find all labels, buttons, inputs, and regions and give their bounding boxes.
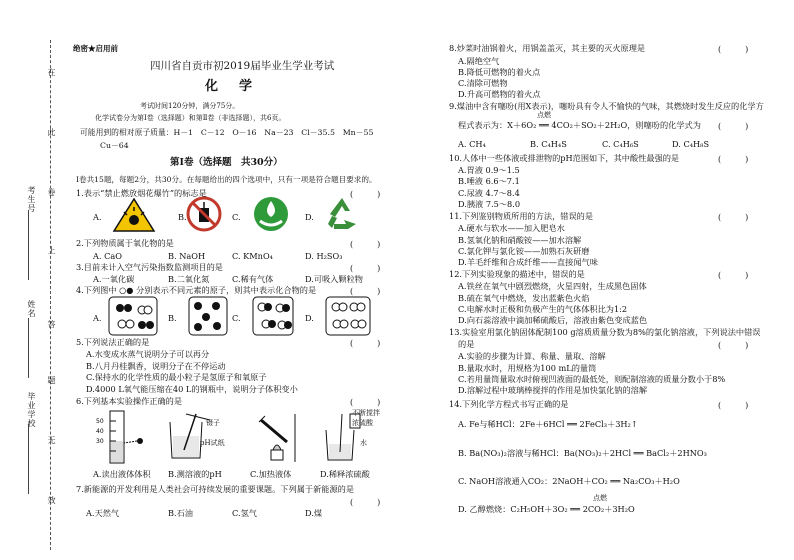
q8-option-a[interactable]: A.隔绝空气 xyxy=(458,56,500,66)
q1-option-b[interactable]: B. xyxy=(178,212,187,222)
exam-title: 四川省自贡市初2019届毕业生学业考试 xyxy=(150,60,335,72)
q10-option-b[interactable]: B.唾液 6.6～7.1 xyxy=(458,176,520,186)
q12-option-c[interactable]: C.电解水时正极和负极产生的气体体积比为1:2 xyxy=(458,304,628,314)
answer-paren: ( ) xyxy=(718,401,749,410)
side-label: 效 xyxy=(47,496,56,505)
subject-title: 化 学 xyxy=(205,79,257,94)
field-school: 毕业学校 xyxy=(27,392,36,428)
field-line xyxy=(28,318,37,378)
q8-option-d[interactable]: D.升高可燃物的着火点 xyxy=(458,89,541,99)
q13-stem-2: 的是 xyxy=(458,339,475,349)
svg-text:50: 50 xyxy=(96,418,104,425)
answer-paren: ( ) xyxy=(718,45,749,54)
q6-option-c[interactable]: C.加热液体 xyxy=(250,469,292,479)
answer-paren: ( ) xyxy=(350,339,381,348)
q9-condition: 点燃 xyxy=(537,111,551,119)
q13-option-d[interactable]: D.溶解过程中玻璃棒搅拌的作用是加快氯化钠的溶解 xyxy=(458,385,648,395)
q5-option-a[interactable]: A.水变成水蒸气说明分子可以再分 xyxy=(86,349,210,359)
q4-option-a[interactable]: A. xyxy=(93,313,102,323)
answer-paren: ( ) xyxy=(350,287,381,296)
q12-option-b[interactable]: B.硫在氧气中燃烧，发出蓝紫色火焰 xyxy=(458,293,590,303)
q8-stem: 8.炒菜时油锅着火，用锅盖盖灭，其主要的灭火原理是 xyxy=(449,43,646,53)
molecule-box-d xyxy=(325,296,371,336)
q13-option-a[interactable]: A.实验的步骤为计算、称量、量取、溶解 xyxy=(458,351,606,361)
q6-option-d[interactable]: D.稀释浓硫酸 xyxy=(320,469,370,479)
q2-option-b[interactable]: B. NaOH xyxy=(168,251,206,261)
q3-stem: 3.目前未计入空气污染指数监测项目的是 xyxy=(76,262,223,272)
q8-option-c[interactable]: C.清除可燃物 xyxy=(458,78,508,88)
q11-option-d[interactable]: D.羊毛纤维和合成纤维——直接闻气味 xyxy=(458,257,598,267)
q5-option-b[interactable]: B.八月丹桂飘香，说明分子在不停运动 xyxy=(86,361,226,371)
molecule-box-a xyxy=(108,296,158,336)
answer-paren: ( ) xyxy=(350,498,381,507)
q14-option-b[interactable]: B. Ba(NO₃)₂溶液与稀HCl：Ba(NO₃)₂＋2HCl ══ BaCl₂＋2HNO₃ xyxy=(458,448,707,458)
part1-title: 第Ⅰ卷（选择题 共30分） xyxy=(170,157,283,168)
q14-option-d[interactable]: D. 乙醇燃烧：C₂H₅OH＋3O₂ ══ 2CO₂＋3H₂O xyxy=(458,504,635,514)
svg-text:40: 40 xyxy=(96,428,104,435)
q8-option-b[interactable]: B.降低可燃物的着火点 xyxy=(458,67,541,77)
q9-option-c[interactable]: C. C₄H₆S xyxy=(602,139,639,149)
field-name: 姓名 xyxy=(27,300,36,318)
q2-option-d[interactable]: D. H₂SO₃ xyxy=(305,251,343,261)
q7-option-a[interactable]: A.天然气 xyxy=(86,508,120,518)
side-label: 在 xyxy=(47,68,56,77)
field-student-id: 考生号 xyxy=(27,186,36,213)
atomic-mass-line-2: Cu－64 xyxy=(100,141,129,150)
q5-stem: 5.下列说法正确的是 xyxy=(76,337,150,347)
field-line xyxy=(28,210,37,280)
explosive-sign-icon xyxy=(112,197,156,233)
q11-option-a[interactable]: A.硬水与软水——加入肥皂水 xyxy=(458,223,565,233)
tweezers-label: 镊子 xyxy=(206,419,220,427)
q2-stem: 2.下列物质属于氧化物的是 xyxy=(76,238,174,248)
side-label: 卷 xyxy=(47,188,56,197)
q10-option-d[interactable]: D.胰液 7.5～8.0 xyxy=(458,199,521,209)
side-label: 此 xyxy=(47,128,56,137)
q2-option-c[interactable]: C. KMnO₄ xyxy=(232,251,273,261)
side-label: 题 xyxy=(47,376,56,385)
side-label: 上 xyxy=(47,246,56,255)
q12-stem: 12.下列实验现象的描述中，错误的是 xyxy=(449,269,585,279)
binding-line xyxy=(50,40,51,550)
q12-option-a[interactable]: A.铁丝在氧气中剧烈燃烧，火星四射，生成黑色固体 xyxy=(458,281,647,291)
q7-option-d[interactable]: D.煤 xyxy=(305,508,323,518)
q11-stem: 11.下列鉴别物质所用的方法，错误的是 xyxy=(449,211,594,221)
q7-stem: 7.新能源的开发利用是人类社会可持续发展的重要课题。下列属于新能源的是 xyxy=(76,484,355,494)
graduated-cylinder-illustration xyxy=(92,407,152,467)
q4-option-b[interactable]: B. xyxy=(168,313,177,323)
q10-option-a[interactable]: A.胃液 0.9～1.5 xyxy=(458,165,520,175)
q14-condition: 点燃 xyxy=(593,494,607,502)
acid-label: 浓硫酸 xyxy=(352,419,373,427)
side-label: 无 xyxy=(47,436,56,445)
q3-option-b[interactable]: B.二氧化氮 xyxy=(168,274,210,284)
svg-text:30: 30 xyxy=(96,438,104,445)
q1-option-d[interactable]: D. xyxy=(305,212,314,222)
q10-option-c[interactable]: C.尿液 4.7～8.4 xyxy=(458,188,520,198)
q9-stem-2: 程式表示为：X＋6O₂ ══ 4CO₂＋SO₂＋2H₂O，则噻吩的化学式为 xyxy=(458,120,701,130)
q4-option-d[interactable]: D. xyxy=(305,313,314,323)
heating-tube-illustration xyxy=(255,410,305,466)
q4-option-c[interactable]: C. xyxy=(232,313,241,323)
q13-option-b[interactable]: B.量取水时，用规格为100 mL的量筒 xyxy=(458,363,597,373)
q3-option-a[interactable]: A.一氧化碳 xyxy=(93,274,135,284)
exam-info-pages: 化学试卷分为第Ⅰ卷（选择题）和第Ⅱ卷（非选择题），共6页。 xyxy=(95,114,286,122)
atomic-mass-line: 可能用到的相对原子质量：H－1 C－12 O－16 Na－23 Cl－35.5 Mn－55 xyxy=(80,128,374,137)
q6-option-b[interactable]: B.测溶液的pH xyxy=(168,469,222,479)
ph-paper-label: pH试纸 xyxy=(200,439,225,447)
q7-option-b[interactable]: B.石油 xyxy=(168,508,193,518)
no-fireworks-sign-icon xyxy=(186,196,222,232)
q3-option-d[interactable]: D.可吸入颗粒物 xyxy=(305,274,363,284)
answer-paren: ( ) xyxy=(350,190,381,199)
q6-stem: 6.下列基本实验操作正确的是 xyxy=(76,396,183,406)
recycle-sign-icon xyxy=(322,194,362,234)
q9-option-a[interactable]: A. CH₄ xyxy=(458,139,486,149)
q11-option-b[interactable]: B.氢氧化钠和硝酸铵——加水溶解 xyxy=(458,235,582,245)
q9-option-b[interactable]: B. C₄H₄S xyxy=(530,139,567,149)
water-label: 水 xyxy=(360,439,367,447)
q1-option-c[interactable]: C. xyxy=(232,212,241,222)
q14-option-c[interactable]: C. NaOH溶液通入CO₂：2NaOH＋CO₂ ══ Na₂CO₃＋H₂O xyxy=(458,476,680,486)
q10-stem: 10.人体中一些体液或排泄物的pH范围如下，其中酸性最强的是 xyxy=(449,153,680,163)
q13-option-c[interactable]: C.若用量筒量取水时俯视凹液面的最低处，则配制溶液的质量分数小于8% xyxy=(458,374,726,384)
answer-paren: ( ) xyxy=(718,213,749,222)
q2-option-a[interactable]: A. CaO xyxy=(93,251,122,261)
q4-stem: 4.下列图中 ○● 分别表示不同元素的原子，则其中表示化合物的是 xyxy=(76,285,317,295)
q14-option-a[interactable]: A. Fe与稀HCl：2Fe＋6HCl ══ 2FeCl₃＋3H₂↑ xyxy=(458,419,638,429)
q5-option-d[interactable]: D.4000 L氧气能压缩在40 L的钢瓶中，说明分子体积变小 xyxy=(86,384,298,394)
answer-paren: ( ) xyxy=(718,122,749,131)
q1-option-a[interactable]: A. xyxy=(93,212,102,222)
q13-stem: 13.实验室用氯化钠固体配制100 g溶质质量分数为8%的氯化钠溶液，下列说法中错误 xyxy=(449,327,761,337)
q7-option-c[interactable]: C.氢气 xyxy=(232,508,257,518)
field-line xyxy=(28,424,37,494)
q3-option-c[interactable]: C.稀有气体 xyxy=(232,274,274,284)
answer-paren: ( ) xyxy=(350,240,381,249)
q1-stem: 1.表示“禁止燃放烟花爆竹”的标志是 xyxy=(76,188,207,198)
side-label: 答 xyxy=(47,320,56,329)
answer-paren: ( ) xyxy=(350,264,381,273)
part1-instructions: Ⅰ卷共15题，每题2分，共30分。在每题给出的四个选项中，只有一项是符合题目要求的。 xyxy=(76,175,377,184)
secret-mark: 绝密★启用前 xyxy=(73,44,118,53)
q9-stem: 9.煤油中含有噻吩(用X表示)，噻吩具有令人不愉快的气味，其燃烧时发生反应的化学方 xyxy=(449,101,764,111)
q6-option-a[interactable]: A.读出液体体积 xyxy=(93,469,151,479)
q9-option-d[interactable]: D. C₄H₈S xyxy=(672,139,710,149)
q12-option-d[interactable]: D.向石蕊溶液中滴加稀硫酸后，溶液由紫色变成蓝色 xyxy=(458,315,648,325)
water-saving-sign-icon xyxy=(252,195,290,233)
q5-option-c[interactable]: C.保持水的化学性质的最小粒子是氢原子和氧原子 xyxy=(86,372,267,382)
molecule-box-c xyxy=(252,296,294,336)
answer-paren: ( ) xyxy=(718,271,749,280)
stir-label: 不断搅拌 xyxy=(352,409,380,417)
q11-option-c[interactable]: C.氯化钾与氯化铵——加熟石灰研磨 xyxy=(458,246,590,256)
answer-paren: ( ) xyxy=(718,341,749,350)
q14-stem: 14.下列化学方程式书写正确的是 xyxy=(449,399,569,409)
answer-paren: ( ) xyxy=(718,155,749,164)
answer-paren: ( ) xyxy=(350,398,381,407)
molecule-box-b xyxy=(188,296,228,336)
exam-info-time: 考试时间120分钟，满分75分。 xyxy=(140,102,240,110)
